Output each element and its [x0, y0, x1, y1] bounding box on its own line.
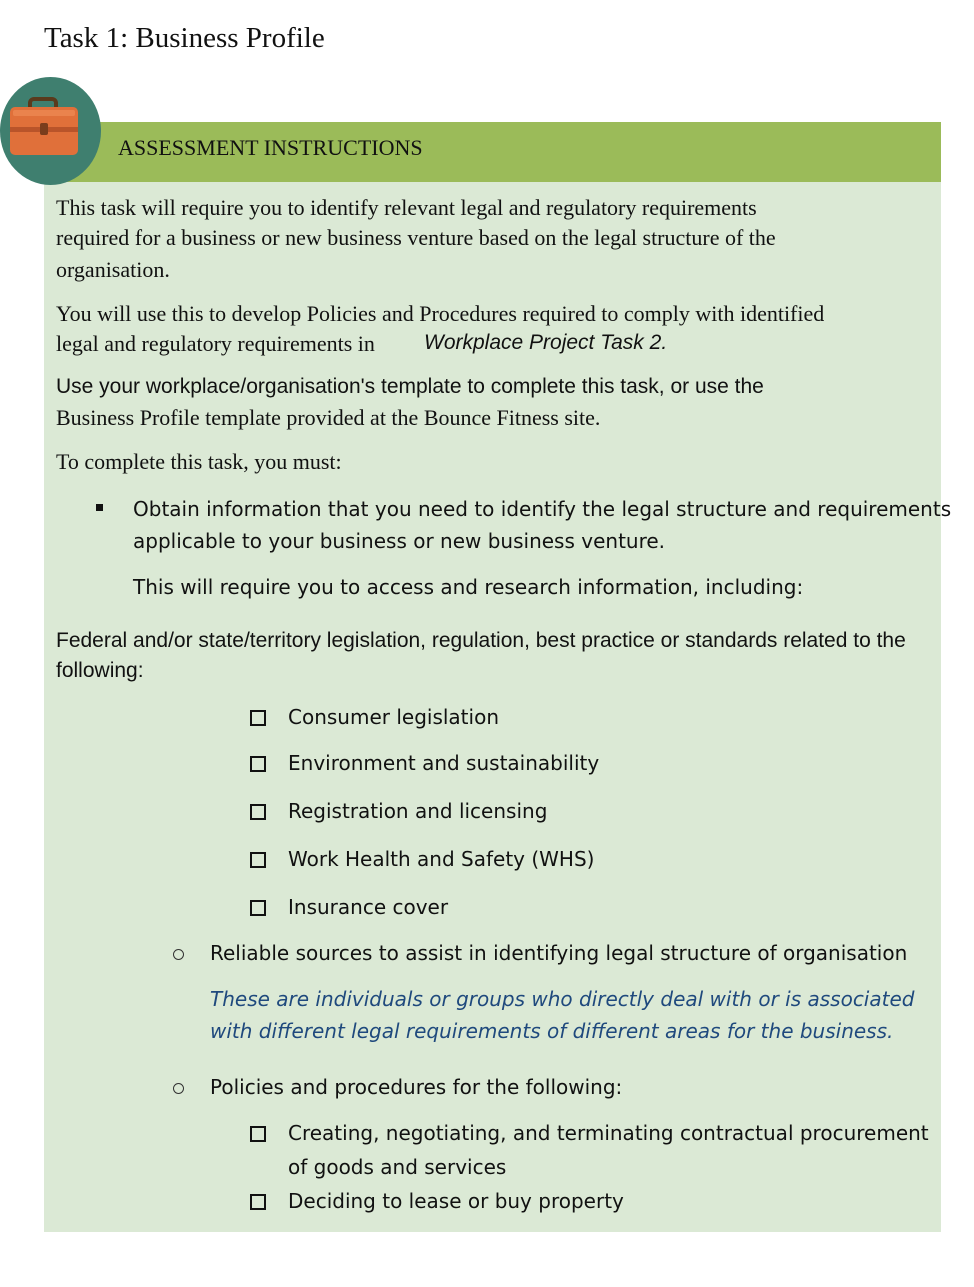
- intro-p3-line2: Business Profile template provided at the Bounce Fitness site.: [56, 405, 601, 430]
- briefcase-icon: [0, 77, 101, 185]
- policies-label: Policies and procedures for the following:: [210, 1075, 623, 1099]
- sources-note-line2: with different legal requirements of different areas for the business.: [210, 1019, 894, 1043]
- checkbox-icon[interactable]: [250, 852, 266, 868]
- intro-p2-line2: legal and regulatory requirements in: [56, 331, 375, 356]
- panel-header-label: ASSESSMENT INSTRUCTIONS: [118, 135, 423, 160]
- circle-bullet-icon: [173, 949, 184, 960]
- workplace-project-reference: Workplace Project Task 2.: [424, 331, 668, 354]
- checklist-item-insurance: Insurance cover: [288, 895, 449, 919]
- checkbox-icon[interactable]: [250, 710, 266, 726]
- checkbox-icon[interactable]: [250, 804, 266, 820]
- research-note: This will require you to access and research information, including:: [133, 575, 804, 599]
- sources-label: Reliable sources to assist in identifying legal structure of organisation: [210, 941, 908, 965]
- checklist-item-whs: Work Health and Safety (WHS): [288, 847, 595, 871]
- federal-line2: following:: [56, 659, 144, 682]
- bullet-line1: Obtain information that you need to identify the legal structure and requirements: [133, 497, 952, 521]
- federal-line1: Federal and/or state/territory legislation, regulation, best practice or standards related to the: [56, 629, 906, 652]
- panel-header: [44, 122, 941, 182]
- briefcase-badge: [0, 77, 101, 185]
- bullet-line2: applicable to your business or new business venture.: [133, 529, 666, 553]
- intro-p1-line3: organisation.: [56, 257, 170, 282]
- checklist-item-consumer: Consumer legislation: [288, 705, 499, 729]
- checkbox-icon[interactable]: [250, 1194, 266, 1210]
- checklist-item-environment: Environment and sustainability: [288, 751, 600, 775]
- checklist-item-registration: Registration and licensing: [288, 799, 548, 823]
- page-title: Task 1: Business Profile: [44, 22, 325, 54]
- checkbox-icon[interactable]: [250, 756, 266, 772]
- intro-p3-line1: Use your workplace/organisation's template to complete this task, or use the: [56, 375, 764, 398]
- checkbox-icon[interactable]: [250, 900, 266, 916]
- assessment-instructions-panel: [44, 122, 952, 1232]
- square-bullet-icon: [96, 504, 103, 511]
- intro-p1-line2: required for a business or new business venture based on the legal structure of the: [56, 225, 776, 250]
- intro-p1-line1: This task will require you to identify relevant legal and regulatory requirements: [56, 195, 757, 220]
- checkbox-icon[interactable]: [250, 1126, 266, 1142]
- policy-item-property: Deciding to lease or buy property: [288, 1189, 624, 1213]
- circle-bullet-icon: [173, 1083, 184, 1094]
- policy-item-procurement-line2: of goods and services: [288, 1155, 507, 1179]
- sources-note-line1: These are individuals or groups who directly deal with or is associated: [210, 987, 915, 1011]
- intro-p2-line1: You will use this to develop Policies and Procedures required to comply with identified: [56, 301, 825, 326]
- intro-p4: To complete this task, you must:: [56, 449, 342, 474]
- policy-item-procurement-line1: Creating, negotiating, and terminating contractual procurement: [288, 1121, 929, 1145]
